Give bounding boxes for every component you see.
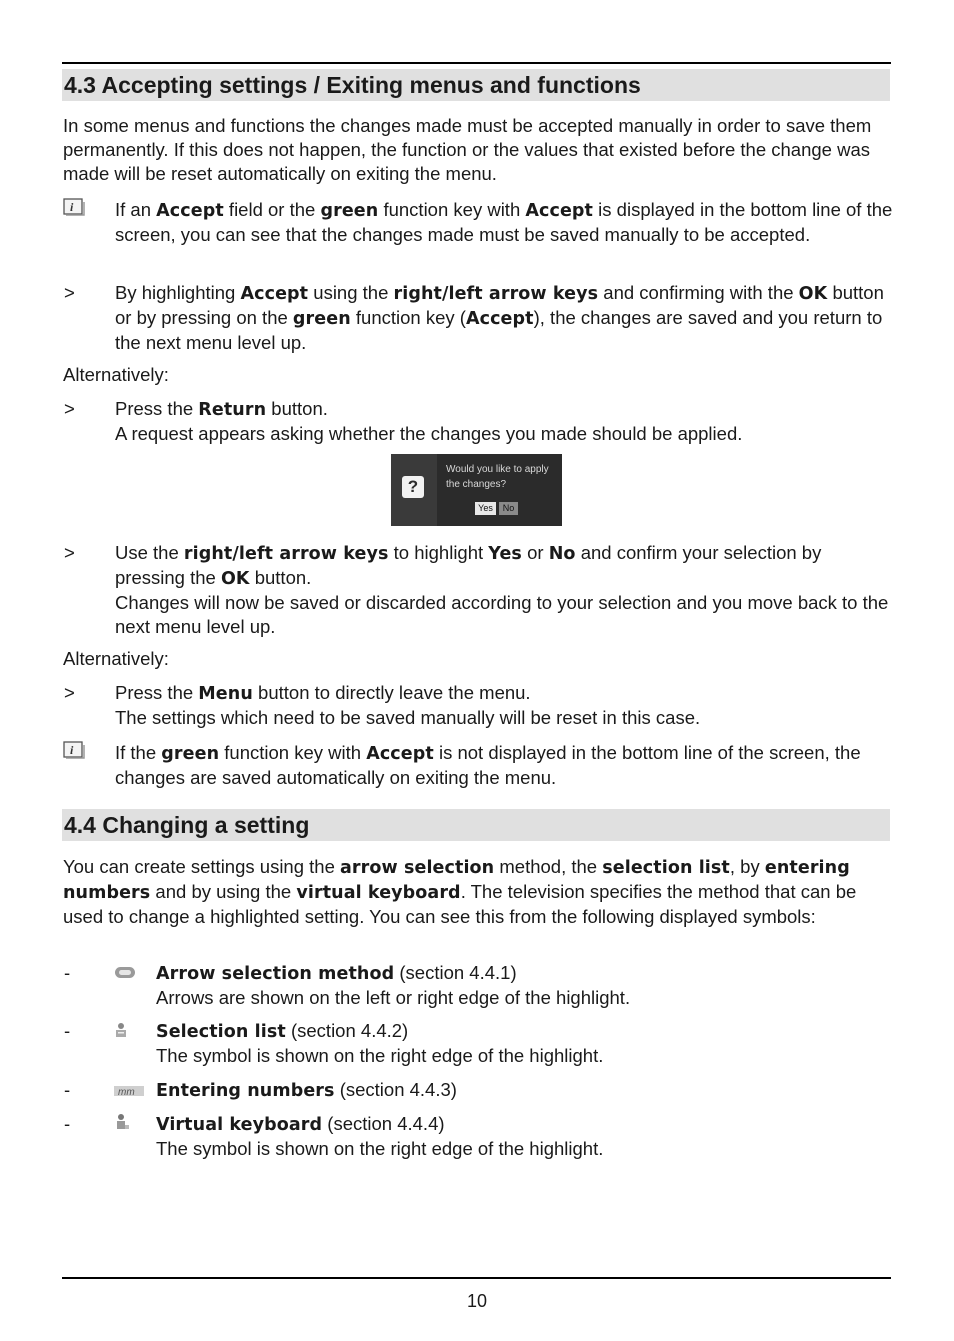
svg-text:mm: mm (118, 1087, 135, 1098)
arrow-selection-icon (113, 964, 145, 982)
top-rule (62, 62, 891, 64)
info-note-accept: If an Accept field or the green function key with Accept is displayed in the bottom line of the screen, you can see that the changes made must be saved manually to be accepted. (115, 199, 893, 245)
step-highlight-yes-no: Use the right/left arrow keys to highlight Yes or No and confirm your selection by pressing the OK button. Changes will now be saved or discarded according to your selection and you move back to the next menu level up. (115, 542, 889, 637)
page-number: 10 (466, 1291, 488, 1311)
bottom-rule (62, 1277, 891, 1279)
dialog-no-button: No (499, 502, 518, 515)
section-heading-4-4: 4.4 Changing a setting (62, 809, 890, 841)
intro-paragraph: In some menus and functions the changes made must be accepted manually in order to save them permanently. If this does not happen, the function or the values that existed before the change was made will be reset automatically on exiting the menu. (63, 115, 872, 184)
list-item-virtual-keyboard: Virtual keyboard (section 4.4.4) The symbol is shown on the right edge of the highlight. (156, 1113, 604, 1159)
question-icon: ? (402, 476, 424, 498)
step-marker: > (64, 542, 75, 563)
step-marker: > (64, 398, 75, 419)
step-marker: > (64, 682, 75, 703)
info-icon (63, 741, 85, 761)
list-dash: - (64, 962, 71, 983)
list-dash: - (64, 1079, 71, 1100)
list-item-selection-list: Selection list (section 4.4.2) The symbol is shown on the right edge of the highlight. (156, 1020, 604, 1066)
list-dash: - (64, 1020, 71, 1041)
step-press-menu: Press the Menu button to directly leave the menu. The settings which need to be saved manually will be reset in this case. (115, 682, 701, 728)
list-item-entering-numbers: Entering numbers (section 4.4.3) (156, 1079, 457, 1101)
step-highlight-accept: By highlighting Accept using the right/left arrow keys and confirming with the OK button or by pressing on the green function key (Accept), the changes are saved and you return to the next menu level up. (115, 282, 884, 353)
svg-text:i: i (70, 743, 74, 757)
step-marker: > (64, 282, 75, 303)
info-icon (63, 198, 85, 218)
selection-list-icon (113, 1021, 145, 1039)
apply-changes-dialog-image (391, 454, 562, 526)
alternatively-label: Alternatively: (63, 364, 169, 385)
dialog-yes-button: Yes (475, 502, 496, 515)
settings-intro-paragraph: You can create settings using the arrow selection method, the selection list, by entering numbers and by using the virtual keyboard. The television specifies the method that can be used to change a highlighted setting. You can see this from the following displayed symbols: (63, 856, 857, 927)
section-heading-4-3: 4.3 Accepting settings / Exiting menus and functions (62, 69, 890, 101)
svg-text:i: i (70, 200, 74, 214)
list-item-arrow-selection: Arrow selection method (section 4.4.1) Arrows are shown on the left or right edge of the highlight. (156, 962, 631, 1008)
info-note-auto-save: If the green function key with Accept is not displayed in the bottom line of the screen, the changes are saved automatically on exiting the menu. (115, 742, 861, 788)
virtual-keyboard-icon (113, 1113, 145, 1131)
entering-numbers-icon (113, 1082, 145, 1100)
dialog-message: Would you like to apply the changes? (446, 464, 549, 490)
list-dash: - (64, 1113, 71, 1134)
step-press-return: Press the Return button. A request appears asking whether the changes you made should be applied. (115, 398, 743, 444)
alternatively-label: Alternatively: (63, 648, 169, 669)
